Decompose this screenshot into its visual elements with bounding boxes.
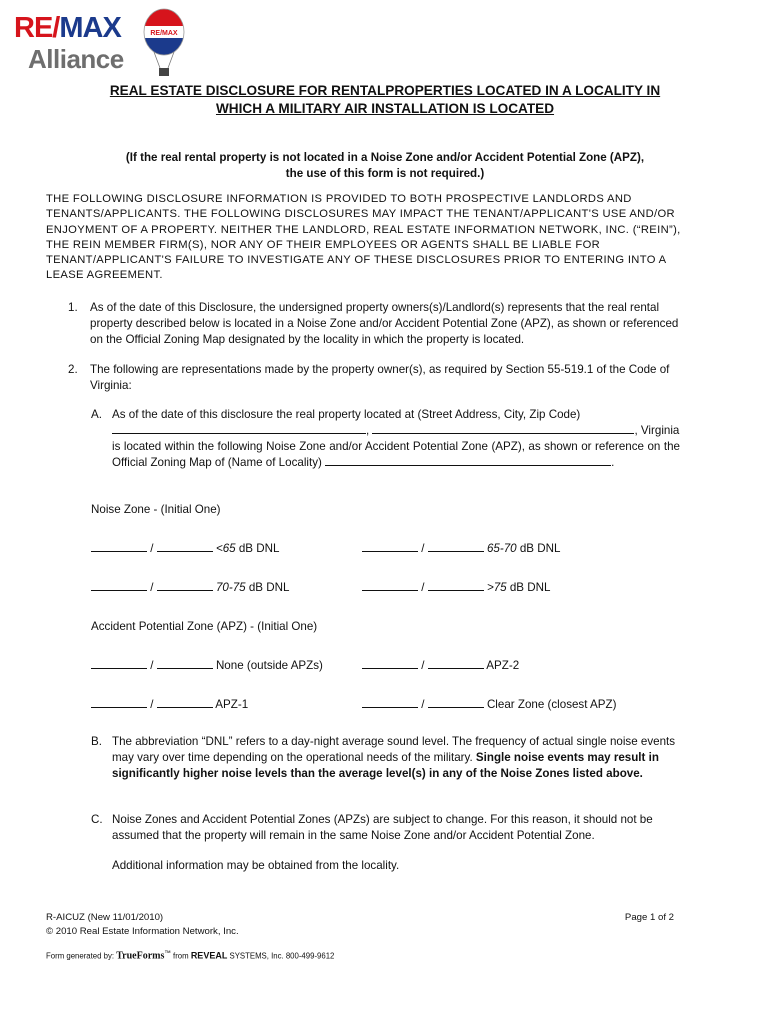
- logo-brand: [14, 14, 121, 43]
- initial-field-1[interactable]: [362, 658, 418, 669]
- item-a-part2: is located within the following Noise Zone and/or Accident Potential Zone (APZ), as shown or reference on the Official Zoning Map of (Name of Locality): [112, 440, 680, 469]
- trademark: ™: [164, 950, 171, 957]
- item-2-text: The following are representations made by the property owner(s), as required by Section 55-519.1 of the Code of Virginia:: [90, 363, 670, 392]
- noise-option-label: 70-75: [215, 581, 246, 594]
- item-a-part1: As of the date of this disclosure the real property located at (Street Address, City, Zip Code): [112, 408, 581, 421]
- item-b-plain: The abbreviation “DNL” refers to a day-night average sound level. The frequency of actual single noise events may vary over time depending on the operational needs of the military.: [112, 735, 676, 764]
- noise-unit: dB DNL: [519, 542, 561, 555]
- street-address-field[interactable]: [112, 423, 366, 434]
- separator: /: [421, 659, 425, 672]
- form-generator-credit: [46, 948, 334, 963]
- logo-brand-mid: MAX: [59, 12, 121, 44]
- item-c-text: Noise Zones and Accident Potential Zones (APZs) are subject to change. For this reason, it should not be assumed that the property will remain in the same Noise Zone and/or Accident Potential Zone.: [112, 813, 653, 842]
- hot-air-balloon-icon: [142, 8, 186, 82]
- item-b-text: [112, 734, 680, 782]
- footer-left: [46, 911, 239, 939]
- item-a-letter: A.: [91, 408, 102, 421]
- item-a-period: .: [611, 456, 615, 469]
- balloon-text: RE/MAX: [150, 30, 178, 37]
- document-title: [40, 82, 730, 118]
- separator: /: [150, 542, 154, 555]
- item-1-number: 1.: [68, 301, 78, 314]
- usage-note: [40, 150, 730, 182]
- trueforms-brand: TrueForms: [116, 950, 165, 962]
- noise-option-65-70: [362, 541, 560, 557]
- initial-field-2[interactable]: [428, 697, 484, 708]
- apz-option-label: None (outside APZs): [215, 659, 323, 672]
- initial-field-1[interactable]: [91, 580, 147, 591]
- initial-field-2[interactable]: [428, 658, 484, 669]
- separator: /: [150, 698, 154, 711]
- apz-option-label: APZ-1: [215, 698, 249, 711]
- apz-option-none: [91, 658, 323, 674]
- apz-option-label: Clear Zone (closest APZ): [486, 698, 617, 711]
- form-id: R-AICUZ (New 11/01/2010): [46, 912, 164, 923]
- city-zip-field[interactable]: [372, 423, 634, 434]
- noise-option-label: 65-70: [486, 542, 517, 555]
- locality-name-field[interactable]: [325, 455, 611, 466]
- noise-zone-heading: Noise Zone - (Initial One): [91, 503, 221, 516]
- initial-field-1[interactable]: [91, 697, 147, 708]
- item-c-letter: C.: [91, 813, 103, 826]
- apz-heading: Accident Potential Zone (APZ) - (Initial One): [91, 620, 318, 633]
- separator: /: [150, 581, 154, 594]
- initial-field-2[interactable]: [157, 541, 213, 552]
- disclosure-intro: THE FOLLOWING DISCLOSURE INFORMATION IS PROVIDED TO BOTH PROSPECTIVE LANDLORDS AND TENANTS/APPLICANTS. THE FOLLOWING DISCLOSURES MAY IMPACT THE TENANT/APPLICANT'S USE AND/OR ENJOYMENT OF A PROPERTY. NEITHER THE LANDLORD, REAL ESTATE INFORMATION NETWORK, INC. (“REIN”), THE REIN MEMBER FIRM(S), NOR ANY OF THEIR EMPLOYEES OR AGENTS SHALL BE LIABLE FOR TENANT/APPLICANT'S FAILURE TO INVESTIGATE ANY OF THESE DISCLOSURES PRIOR TO ENTERING INTO A LEASE AGREEMENT.: [46, 193, 681, 282]
- apz-option-clear-zone: [362, 697, 616, 713]
- noise-option-gt75: [362, 580, 550, 596]
- title-line-1: REAL ESTATE DISCLOSURE FOR RENTALPROPERTIES LOCATED IN A LOCALITY IN: [109, 83, 661, 98]
- initial-field-1[interactable]: [91, 541, 147, 552]
- initial-field-2[interactable]: [157, 580, 213, 591]
- usage-note-line-2: the use of this form is not required.): [285, 167, 485, 180]
- item-a-virginia: , Virginia: [634, 424, 680, 437]
- item-1-text: As of the date of this Disclosure, the undersigned property owners(s)/Landlord(s) represents that the real rental property described below is located in a Noise Zone and/or Accident Potential Zone (APZ), as shown or referenced on the Official Zoning Map designated by the locality in which the property is located.: [90, 301, 679, 346]
- page-number: Page 1 of 2: [624, 912, 674, 923]
- noise-unit: dB DNL: [248, 581, 290, 594]
- noise-option-label: >75: [486, 581, 507, 594]
- reveal-systems: SYSTEMS, Inc. 800-499-9612: [229, 951, 335, 961]
- noise-option-70-75: [91, 580, 289, 596]
- initial-field-1[interactable]: [362, 580, 418, 591]
- reveal-brand: REVEAL: [190, 950, 228, 961]
- remax-alliance-logo: [14, 8, 184, 82]
- initial-field-2[interactable]: [157, 658, 213, 669]
- apz-option-label: APZ-2: [486, 659, 520, 672]
- initial-field-1[interactable]: [362, 697, 418, 708]
- initial-field-2[interactable]: [428, 541, 484, 552]
- logo-office-name: Alliance: [28, 44, 124, 74]
- initial-field-2[interactable]: [157, 697, 213, 708]
- generated-from: from: [173, 951, 189, 961]
- apz-option-apz1: [91, 697, 248, 713]
- separator: /: [421, 698, 425, 711]
- initial-field-1[interactable]: [362, 541, 418, 552]
- initial-field-1[interactable]: [91, 658, 147, 669]
- generated-prefix: Form generated by:: [46, 951, 115, 961]
- item-2-number: 2.: [68, 363, 78, 376]
- separator: /: [421, 581, 425, 594]
- apz-option-apz2: [362, 658, 519, 674]
- title-line-2: WHICH A MILITARY AIR INSTALLATION IS LOCATED: [215, 101, 555, 116]
- item-b-bold: Single noise events may result in significantly higher noise levels than the average level(s) in any of the Noise Zones listed above.: [112, 751, 659, 780]
- item-a-text: [112, 407, 680, 471]
- noise-option-lt65: [91, 541, 279, 557]
- noise-unit: dB DNL: [509, 581, 551, 594]
- item-a-comma: ,: [366, 424, 370, 437]
- additional-info: Additional information may be obtained from the locality.: [112, 859, 400, 872]
- initial-field-2[interactable]: [428, 580, 484, 591]
- logo-brand-left: RE/: [14, 12, 60, 44]
- noise-unit: dB DNL: [238, 542, 280, 555]
- separator: /: [150, 659, 154, 672]
- item-b-letter: B.: [91, 735, 102, 748]
- noise-option-label: <65: [215, 542, 236, 555]
- usage-note-line-1: (If the real rental property is not located in a Noise Zone and/or Accident Potential Zone (APZ),: [125, 151, 645, 164]
- copyright: © 2010 Real Estate Information Network, Inc.: [46, 926, 239, 937]
- separator: /: [421, 542, 425, 555]
